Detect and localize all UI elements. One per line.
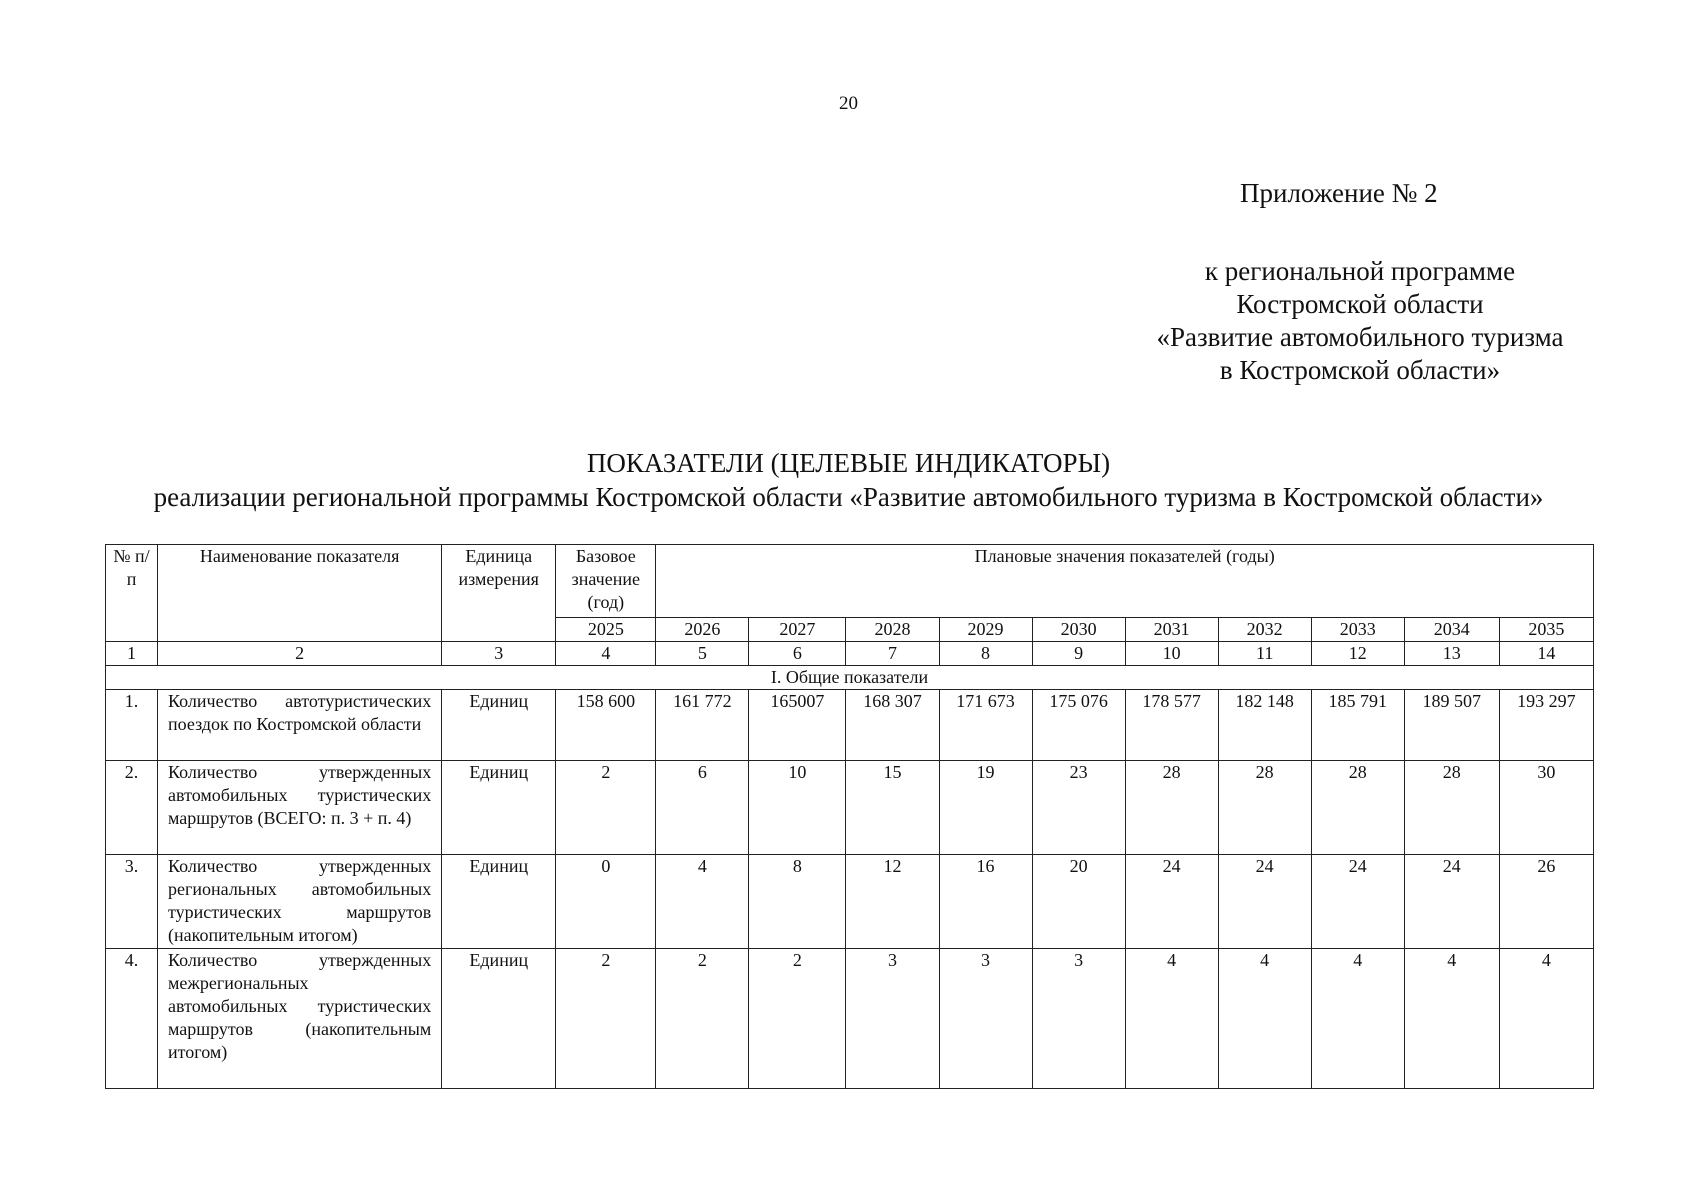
row-value: 175 076 xyxy=(1032,690,1125,761)
row-value: 3 xyxy=(939,949,1032,1089)
row-value: 185 791 xyxy=(1311,690,1404,761)
table-header-row xyxy=(106,545,1594,618)
row-value: 24 xyxy=(1125,855,1218,949)
appendix-line: в Костромской области» xyxy=(1219,355,1501,385)
year-cell: 2025 xyxy=(556,618,656,642)
row-value: 4 xyxy=(656,855,749,949)
year-cell: 2033 xyxy=(1311,618,1404,642)
row-value: 171 673 xyxy=(939,690,1032,761)
year-cell: 2028 xyxy=(846,618,939,642)
column-number: 5 xyxy=(656,642,749,666)
row-unit: Единиц xyxy=(442,855,556,949)
row-num: 1. xyxy=(106,690,158,761)
table-row xyxy=(106,949,1594,1089)
appendix-title: Приложение № 2 xyxy=(1240,178,1438,208)
row-value: 28 xyxy=(1218,761,1311,855)
indicators-table xyxy=(105,544,1594,1089)
header-num: № п/п xyxy=(106,545,158,642)
row-value: 161 772 xyxy=(656,690,749,761)
row-value: 6 xyxy=(656,761,749,855)
year-cell: 2029 xyxy=(939,618,1032,642)
row-value: 12 xyxy=(846,855,939,949)
appendix-line: Костромской области xyxy=(1236,289,1484,319)
row-value: 168 307 xyxy=(846,690,939,761)
table-row xyxy=(106,855,1594,949)
table-row xyxy=(106,690,1594,761)
document-subtitle: реализации региональной программы Костромской области «Развитие автомобильного туризма в Костромской области» xyxy=(153,482,1544,512)
row-value: 2 xyxy=(656,949,749,1089)
row-value: 24 xyxy=(1218,855,1311,949)
row-value: 8 xyxy=(749,855,846,949)
row-name: Количество утвержденных автомобильных туристических маршрутов (ВСЕГО: п. 3 + п. 4) xyxy=(158,761,442,855)
row-value: 30 xyxy=(1499,761,1593,855)
row-value: 165007 xyxy=(749,690,846,761)
row-name: Количество утвержденных региональных автомобильных туристических маршрутов (накопительным итогом) xyxy=(158,855,442,949)
column-number: 13 xyxy=(1404,642,1499,666)
row-value: 178 577 xyxy=(1125,690,1218,761)
section-row xyxy=(106,666,1594,690)
column-number: 1 xyxy=(106,642,158,666)
row-value: 23 xyxy=(1032,761,1125,855)
year-cell: 2034 xyxy=(1404,618,1499,642)
column-number: 11 xyxy=(1218,642,1311,666)
year-cell: 2032 xyxy=(1218,618,1311,642)
row-value: 19 xyxy=(939,761,1032,855)
row-value: 4 xyxy=(1404,949,1499,1089)
row-value: 182 148 xyxy=(1218,690,1311,761)
row-value: 158 600 xyxy=(556,690,656,761)
column-number: 9 xyxy=(1032,642,1125,666)
year-cell: 2026 xyxy=(656,618,749,642)
section-title: I. Общие показатели xyxy=(106,666,1594,690)
column-number: 7 xyxy=(846,642,939,666)
row-value: 0 xyxy=(556,855,656,949)
row-value: 3 xyxy=(1032,949,1125,1089)
appendix-line: к региональной программе xyxy=(1204,256,1516,286)
column-number: 2 xyxy=(158,642,442,666)
column-number: 12 xyxy=(1311,642,1404,666)
row-unit: Единиц xyxy=(442,761,556,855)
year-cell: 2027 xyxy=(749,618,846,642)
year-cell: 2031 xyxy=(1125,618,1218,642)
header-planned: Плановые значения показателей (годы) xyxy=(656,545,1594,618)
table-row xyxy=(106,761,1594,855)
row-value: 26 xyxy=(1499,855,1593,949)
row-value: 4 xyxy=(1499,949,1593,1089)
row-value: 28 xyxy=(1125,761,1218,855)
row-num: 3. xyxy=(106,855,158,949)
page-number: 20 xyxy=(839,93,858,114)
column-number: 4 xyxy=(556,642,656,666)
row-value: 193 297 xyxy=(1499,690,1593,761)
row-num: 4. xyxy=(106,949,158,1089)
row-unit: Единиц xyxy=(442,690,556,761)
column-number: 3 xyxy=(442,642,556,666)
row-value: 2 xyxy=(749,949,846,1089)
year-cell: 2035 xyxy=(1499,618,1593,642)
row-num: 2. xyxy=(106,761,158,855)
header-base: Базовое значение (год) xyxy=(556,545,656,618)
header-unit: Единица измерения xyxy=(442,545,556,642)
appendix-line: «Развитие автомобильного туризма xyxy=(1156,322,1564,352)
row-value: 20 xyxy=(1032,855,1125,949)
row-value: 16 xyxy=(939,855,1032,949)
row-value: 3 xyxy=(846,949,939,1089)
row-unit: Единиц xyxy=(442,949,556,1089)
column-numbers-row xyxy=(106,642,1594,666)
column-number: 8 xyxy=(939,642,1032,666)
appendix-caption xyxy=(1120,255,1600,387)
header-name: Наименование показателя xyxy=(158,545,442,642)
row-value: 24 xyxy=(1311,855,1404,949)
column-number: 14 xyxy=(1499,642,1593,666)
row-name: Количество автотуристических поездок по Костромской области xyxy=(158,690,442,761)
column-number: 6 xyxy=(749,642,846,666)
row-value: 15 xyxy=(846,761,939,855)
row-value: 2 xyxy=(556,761,656,855)
row-name: Количество утвержденных межрегиональных автомобильных туристических маршрутов (накопительным итогом) xyxy=(158,949,442,1089)
row-value: 28 xyxy=(1404,761,1499,855)
row-value: 24 xyxy=(1404,855,1499,949)
row-value: 4 xyxy=(1125,949,1218,1089)
column-number: 10 xyxy=(1125,642,1218,666)
document-title: ПОКАЗАТЕЛИ (ЦЕЛЕВЫЕ ИНДИКАТОРЫ) xyxy=(586,448,1111,478)
row-value: 2 xyxy=(556,949,656,1089)
row-value: 189 507 xyxy=(1404,690,1499,761)
row-value: 10 xyxy=(749,761,846,855)
row-value: 4 xyxy=(1311,949,1404,1089)
row-value: 28 xyxy=(1311,761,1404,855)
row-value: 4 xyxy=(1218,949,1311,1089)
year-cell: 2030 xyxy=(1032,618,1125,642)
